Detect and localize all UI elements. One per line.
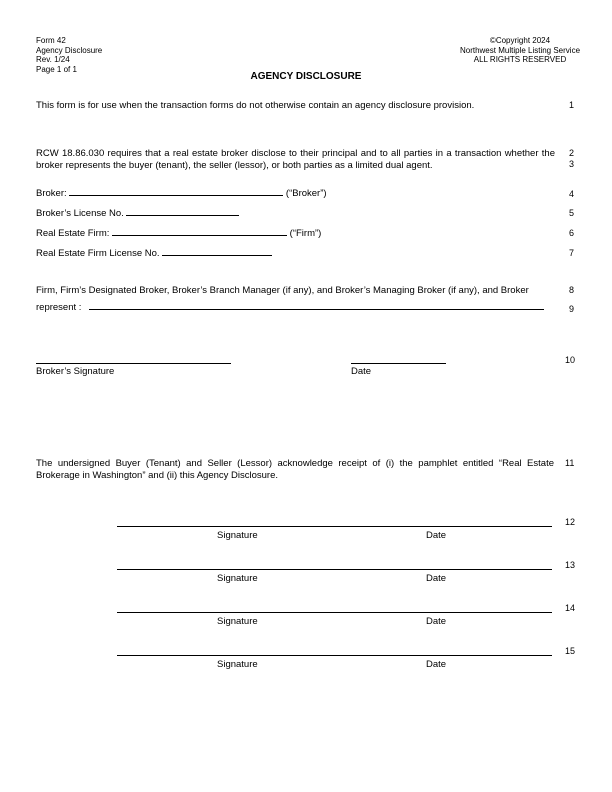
line-number: 13 [565, 560, 576, 570]
line-number: 3 [569, 159, 575, 169]
line-number: 15 [565, 646, 576, 656]
page-title: AGENCY DISCLOSURE [250, 71, 362, 82]
signature-line[interactable] [117, 612, 552, 613]
date-label: Date [426, 659, 447, 670]
form-info [36, 36, 102, 74]
firm-license-field[interactable] [162, 255, 272, 256]
represent-row [36, 302, 544, 314]
firm-row [36, 228, 321, 240]
line-number: 4 [569, 189, 575, 199]
line-number: 12 [565, 517, 576, 527]
broker-date-line[interactable] [351, 363, 446, 364]
represent-field[interactable] [89, 309, 544, 310]
organization: Northwest Multiple Listing Service [459, 45, 581, 55]
signature-label: Signature [217, 616, 258, 627]
date-label: Date [426, 530, 447, 541]
represent-text: Firm, Firm’s Designated Broker, Broker’s Branch Manager (if any), and Broker’s Managing Broker (if any), and Broker [36, 285, 529, 296]
broker-license-field[interactable] [126, 215, 239, 216]
signature-line[interactable] [117, 569, 552, 570]
signature-line[interactable] [117, 526, 552, 527]
line-number: 10 [565, 355, 576, 365]
copyright-block [420, 36, 612, 65]
firm-name-field[interactable] [112, 235, 287, 236]
broker-signature-label: Broker’s Signature [36, 366, 115, 377]
broker-label: Broker: [36, 188, 67, 199]
broker-row [36, 188, 327, 200]
line-number: 11 [565, 458, 575, 468]
line-number: 9 [569, 304, 575, 314]
rcw-text: RCW 18.86.030 requires that a real estate broker disclose to their principal and to all parties in a transaction whether the broker represents the buyer (tenant), the seller (lessor), or both parties as a limited dual agent. [36, 148, 555, 171]
signature-line[interactable] [117, 655, 552, 656]
copyright: ©Copyright 2024 [489, 36, 551, 45]
line-number: 6 [569, 228, 575, 238]
line-number: 7 [569, 248, 575, 258]
form-name: Agency Disclosure [36, 45, 103, 55]
broker-name-field[interactable] [69, 195, 283, 196]
line-number: 8 [569, 285, 575, 295]
form-revision: Rev. 1/24 [36, 55, 70, 64]
date-label: Date [426, 573, 447, 584]
page-count: Page 1 of 1 [36, 64, 77, 74]
rights-reserved: ALL RIGHTS RESERVED [473, 55, 567, 64]
firm-suffix: (“Firm”) [289, 228, 322, 239]
broker-signature-line[interactable] [36, 363, 231, 364]
represent-label: represent : [36, 302, 82, 313]
signature-label: Signature [217, 573, 258, 584]
line-number: 2 [569, 148, 575, 158]
line-number: 14 [565, 603, 576, 613]
firm-license-row [36, 248, 272, 260]
firm-label: Real Estate Firm: [36, 228, 110, 239]
line-number: 1 [569, 100, 575, 110]
line-number: 5 [569, 208, 575, 218]
signature-label: Signature [217, 659, 258, 670]
form-number: Form 42 [36, 36, 66, 45]
acknowledge-text: The undersigned Buyer (Tenant) and Seller (Lessor) acknowledge receipt of (i) the pamphlet entitled “Real Estate Brokerage in Washington” and (ii) this Agency Disclosure. [36, 458, 554, 481]
firm-license-label: Real Estate Firm License No. [36, 248, 160, 259]
intro-text: This form is for use when the transaction forms do not otherwise contain an agency disclosure provision. [36, 100, 475, 111]
broker-suffix: (“Broker”) [285, 188, 327, 199]
license-label: Broker’s License No. [36, 208, 124, 219]
license-row [36, 208, 239, 220]
date-label: Date [426, 616, 447, 627]
broker-date-label: Date [351, 366, 372, 377]
signature-label: Signature [217, 530, 258, 541]
